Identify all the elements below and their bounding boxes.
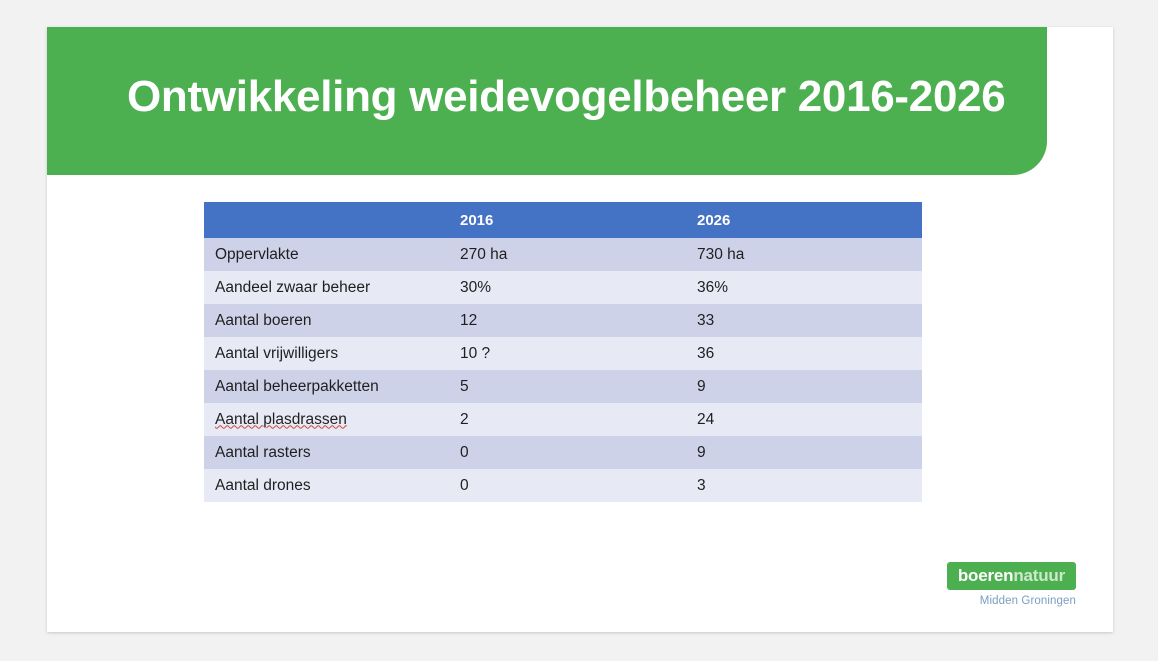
- table-row: [204, 238, 922, 271]
- row-label: Oppervlakte: [204, 238, 449, 271]
- logo-name-light: natuur: [1013, 566, 1065, 585]
- row-label: Aantal plasdrassen: [204, 403, 449, 436]
- row-label: Aantal rasters: [204, 436, 449, 469]
- slide-canvas: [47, 27, 1113, 632]
- row-label: Aantal vrijwilligers: [204, 337, 449, 370]
- table-header-2016: 2016: [449, 202, 686, 238]
- table-row: [204, 337, 922, 370]
- row-value-2026: 3: [686, 469, 922, 502]
- table-row: [204, 436, 922, 469]
- row-value-2026: 36%: [686, 271, 922, 304]
- title-banner: [47, 27, 1047, 175]
- table-row: [204, 304, 922, 337]
- row-value-2026: 9: [686, 436, 922, 469]
- row-value-2026: 730 ha: [686, 238, 922, 271]
- row-value-2016: 12: [449, 304, 686, 337]
- row-value-2016: 0: [449, 469, 686, 502]
- row-value-2016: 270 ha: [449, 238, 686, 271]
- row-label: Aandeel zwaar beheer: [204, 271, 449, 304]
- row-value-2026: 33: [686, 304, 922, 337]
- row-value-2026: 24: [686, 403, 922, 436]
- row-value-2016: 2: [449, 403, 686, 436]
- row-value-2026: 36: [686, 337, 922, 370]
- row-label: Aantal drones: [204, 469, 449, 502]
- logo: [896, 562, 1076, 607]
- logo-badge: [947, 562, 1076, 590]
- data-table: [204, 202, 922, 502]
- row-value-2016: 30%: [449, 271, 686, 304]
- row-label: Aantal boeren: [204, 304, 449, 337]
- table-row: [204, 271, 922, 304]
- row-value-2016: 10 ?: [449, 337, 686, 370]
- row-value-2026: 9: [686, 370, 922, 403]
- page-title: Ontwikkeling weidevogelbeheer 2016-2026: [127, 72, 1006, 121]
- row-value-2016: 0: [449, 436, 686, 469]
- table-row: [204, 370, 922, 403]
- table-header-2026: 2026: [686, 202, 922, 238]
- row-label: Aantal beheerpakketten: [204, 370, 449, 403]
- logo-name-bold: boeren: [957, 566, 1014, 585]
- row-value-2016: 5: [449, 370, 686, 403]
- table-header-label: [204, 202, 449, 238]
- table-row: [204, 403, 922, 436]
- table-header-row: [204, 202, 922, 238]
- logo-subtitle: Midden Groningen: [979, 595, 1076, 607]
- table-row: [204, 469, 922, 502]
